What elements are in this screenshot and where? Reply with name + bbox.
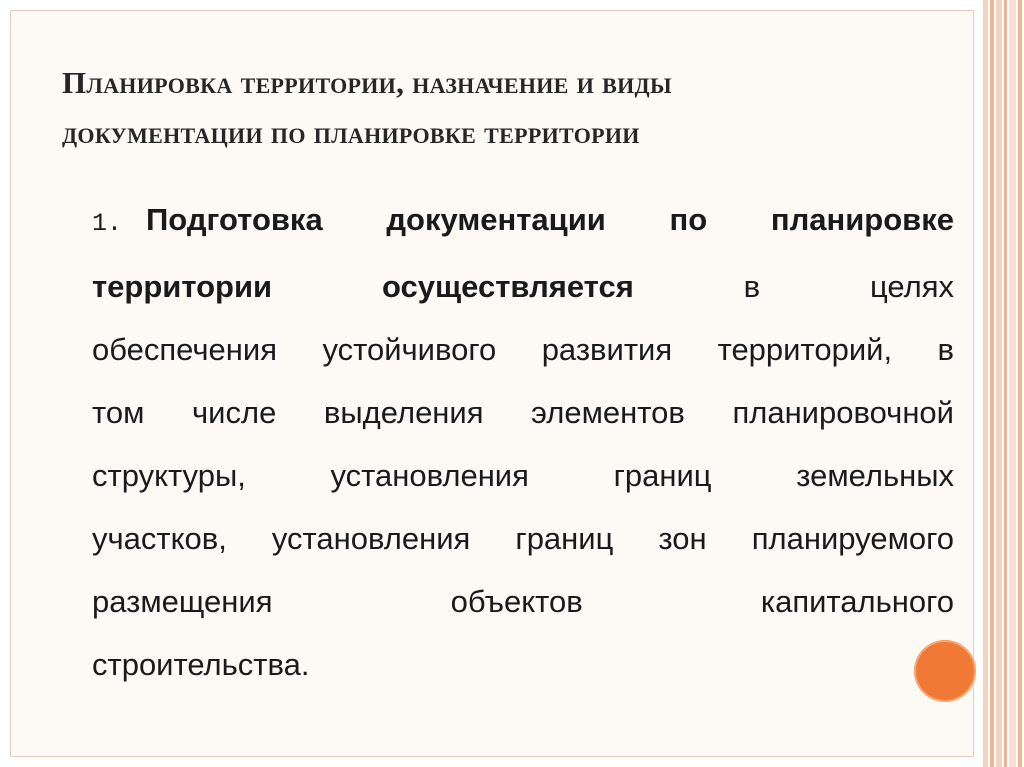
paragraph-line: строительства. [92, 647, 310, 682]
paragraph-line: участков, установления границ зон планируемого [92, 521, 954, 556]
paragraph-line: обеспечения устойчивого развития территорий, в [92, 332, 954, 367]
paragraph-line: том числе выделения элементов планировочной [92, 395, 954, 430]
orange-circle-decoration [914, 640, 976, 702]
decor-stripe [1018, 0, 1022, 767]
decor-stripe [996, 0, 1002, 767]
bold-phrase: осуществляется [382, 269, 634, 304]
decor-stripe [990, 0, 994, 767]
list-number: 1. [92, 209, 123, 238]
decor-stripe [983, 0, 988, 767]
slide-body-paragraph [92, 188, 954, 696]
decor-stripe [1004, 0, 1007, 767]
decor-stripe [1009, 0, 1016, 767]
slide-title [62, 58, 962, 158]
paragraph-text: в целях [743, 269, 954, 304]
paragraph-line: размещения объектов капитального [92, 584, 954, 619]
paragraph-line [92, 255, 954, 318]
paragraph-line: структуры, установления границ земельных [92, 458, 954, 493]
paragraph-line [92, 188, 954, 255]
bold-phrase: территории [92, 269, 273, 304]
slide-title-line-1: Планировка территории, назначение и виды [62, 65, 672, 100]
bold-phrase: Подготовка документации по планировке [146, 202, 954, 237]
slide-title-line-2: документации по планировке территории [62, 115, 640, 150]
